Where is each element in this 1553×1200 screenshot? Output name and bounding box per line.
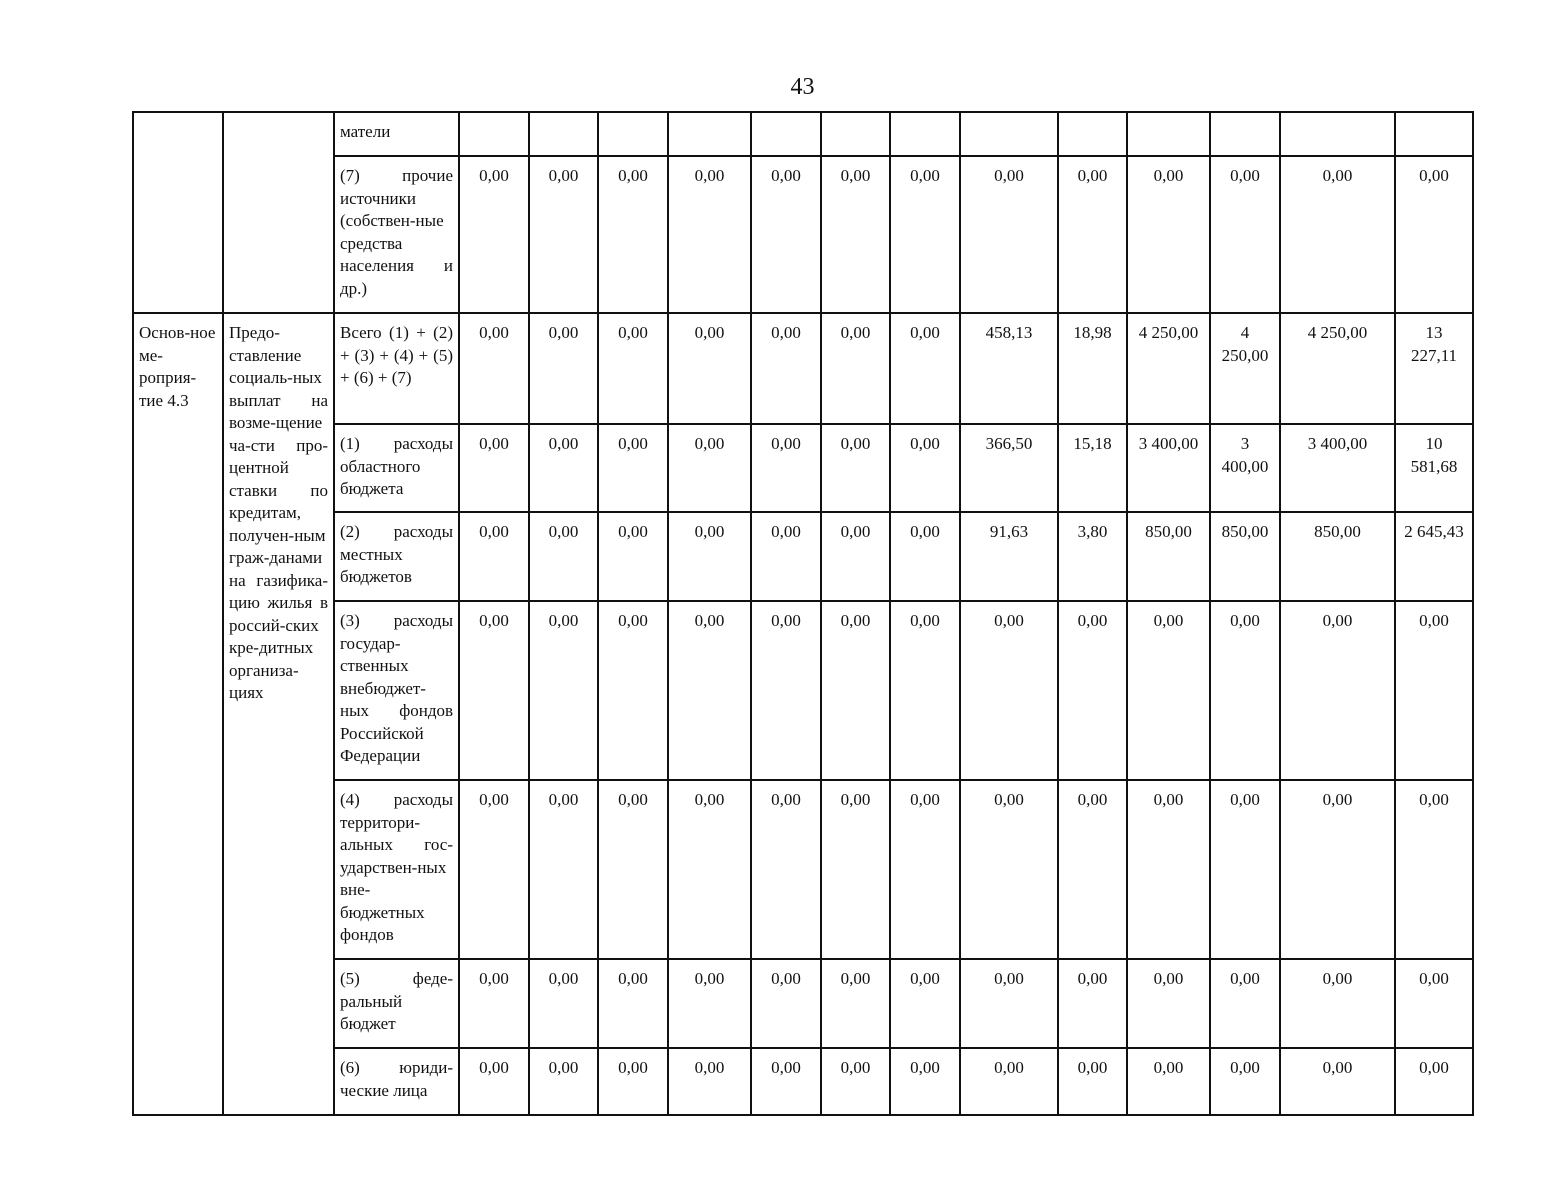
value-cell: 0,00 bbox=[598, 601, 668, 780]
value-cell bbox=[751, 112, 821, 156]
value-cell: 0,00 bbox=[529, 512, 598, 601]
value-cell bbox=[890, 112, 960, 156]
value-cell: 18,98 bbox=[1058, 313, 1127, 424]
value-cell: 0,00 bbox=[751, 313, 821, 424]
activity-cell: Основ-ное ме-роприя-тие 4.3 bbox=[133, 313, 223, 1115]
value-cell: 0,00 bbox=[598, 313, 668, 424]
value-cell: 0,00 bbox=[751, 601, 821, 780]
value-cell: 0,00 bbox=[821, 156, 890, 313]
value-cell: 0,00 bbox=[529, 601, 598, 780]
table-row bbox=[133, 601, 1473, 780]
value-cell: 0,00 bbox=[668, 1048, 751, 1115]
value-cell bbox=[459, 112, 529, 156]
value-cell: 0,00 bbox=[1058, 780, 1127, 959]
value-cell: 0,00 bbox=[1210, 156, 1280, 313]
value-cell: 0,00 bbox=[529, 424, 598, 512]
value-cell: 0,00 bbox=[1280, 959, 1395, 1048]
value-cell: 0,00 bbox=[751, 512, 821, 601]
value-cell: 0,00 bbox=[751, 1048, 821, 1115]
value-cell: 0,00 bbox=[1127, 1048, 1210, 1115]
value-cell bbox=[1058, 112, 1127, 156]
value-cell: 0,00 bbox=[1210, 780, 1280, 959]
value-cell: 0,00 bbox=[890, 959, 960, 1048]
value-cell: 0,00 bbox=[1058, 156, 1127, 313]
value-cell: 850,00 bbox=[1127, 512, 1210, 601]
value-cell: 0,00 bbox=[598, 1048, 668, 1115]
value-cell: 0,00 bbox=[1280, 156, 1395, 313]
description-cell bbox=[223, 112, 334, 313]
value-cell: 0,00 bbox=[890, 313, 960, 424]
source-cell: (7) прочие источники (собствен-ные средства населения и др.) bbox=[334, 156, 459, 313]
table-row bbox=[133, 512, 1473, 601]
value-cell: 0,00 bbox=[960, 780, 1058, 959]
value-cell: 0,00 bbox=[529, 1048, 598, 1115]
value-cell: 0,00 bbox=[598, 512, 668, 601]
budget-table bbox=[132, 111, 1474, 1116]
value-cell: 0,00 bbox=[459, 1048, 529, 1115]
value-cell: 0,00 bbox=[459, 601, 529, 780]
value-cell: 0,00 bbox=[821, 1048, 890, 1115]
value-cell: 0,00 bbox=[1127, 780, 1210, 959]
source-cell: (6) юриди-ческие лица bbox=[334, 1048, 459, 1115]
value-cell: 458,13 bbox=[960, 313, 1058, 424]
value-cell: 3 400,00 bbox=[1210, 424, 1280, 512]
value-cell: 0,00 bbox=[751, 959, 821, 1048]
value-cell: 0,00 bbox=[1058, 1048, 1127, 1115]
value-cell: 0,00 bbox=[529, 780, 598, 959]
value-cell: 0,00 bbox=[1395, 601, 1473, 780]
table-row bbox=[133, 156, 1473, 313]
value-cell bbox=[960, 112, 1058, 156]
value-cell: 0,00 bbox=[1280, 1048, 1395, 1115]
value-cell: 0,00 bbox=[1210, 1048, 1280, 1115]
value-cell: 91,63 bbox=[960, 512, 1058, 601]
value-cell: 0,00 bbox=[821, 512, 890, 601]
table-row bbox=[133, 959, 1473, 1048]
table-row bbox=[133, 313, 1473, 424]
source-cell: (2) расходы местных бюджетов bbox=[334, 512, 459, 601]
value-cell: 3 400,00 bbox=[1280, 424, 1395, 512]
value-cell: 0,00 bbox=[598, 156, 668, 313]
value-cell: 0,00 bbox=[1127, 156, 1210, 313]
value-cell: 0,00 bbox=[1395, 156, 1473, 313]
value-cell: 0,00 bbox=[459, 424, 529, 512]
value-cell: 0,00 bbox=[1058, 959, 1127, 1048]
value-cell bbox=[821, 112, 890, 156]
table-row bbox=[133, 112, 1473, 156]
value-cell: 0,00 bbox=[1127, 959, 1210, 1048]
value-cell: 0,00 bbox=[821, 313, 890, 424]
value-cell: 0,00 bbox=[1127, 601, 1210, 780]
value-cell: 0,00 bbox=[668, 601, 751, 780]
table-row bbox=[133, 1048, 1473, 1115]
value-cell: 0,00 bbox=[668, 959, 751, 1048]
value-cell: 10 581,68 bbox=[1395, 424, 1473, 512]
value-cell: 0,00 bbox=[960, 959, 1058, 1048]
value-cell: 366,50 bbox=[960, 424, 1058, 512]
value-cell: 0,00 bbox=[1280, 601, 1395, 780]
value-cell: 0,00 bbox=[668, 156, 751, 313]
value-cell: 0,00 bbox=[890, 601, 960, 780]
value-cell: 0,00 bbox=[960, 601, 1058, 780]
value-cell: 0,00 bbox=[598, 780, 668, 959]
source-cell: матели bbox=[334, 112, 459, 156]
value-cell: 0,00 bbox=[459, 959, 529, 1048]
value-cell: 0,00 bbox=[529, 959, 598, 1048]
value-cell: 0,00 bbox=[668, 512, 751, 601]
value-cell: 850,00 bbox=[1280, 512, 1395, 601]
value-cell: 0,00 bbox=[960, 156, 1058, 313]
value-cell: 0,00 bbox=[821, 601, 890, 780]
source-cell: (3) расходы государ-ственных внебюджет-ных фондов Российской Федерации bbox=[334, 601, 459, 780]
value-cell bbox=[1127, 112, 1210, 156]
source-cell: (1) расходы областного бюджета bbox=[334, 424, 459, 512]
value-cell: 0,00 bbox=[1395, 780, 1473, 959]
value-cell: 0,00 bbox=[751, 780, 821, 959]
value-cell: 4 250,00 bbox=[1127, 313, 1210, 424]
value-cell: 3 400,00 bbox=[1127, 424, 1210, 512]
value-cell: 850,00 bbox=[1210, 512, 1280, 601]
table-row bbox=[133, 780, 1473, 959]
description-cell: Предо-ставление социаль-ных выплат на возме-щение ча-сти про-центной ставки по кредитам, получен-ным граж-данами на газифика-цию жилья в россий-ских кре-дитных организа-циях bbox=[223, 313, 334, 1115]
value-cell: 0,00 bbox=[1280, 780, 1395, 959]
value-cell: 0,00 bbox=[1210, 601, 1280, 780]
value-cell: 0,00 bbox=[1058, 601, 1127, 780]
value-cell: 0,00 bbox=[890, 424, 960, 512]
value-cell bbox=[1395, 112, 1473, 156]
value-cell: 0,00 bbox=[668, 313, 751, 424]
value-cell: 0,00 bbox=[890, 512, 960, 601]
value-cell: 15,18 bbox=[1058, 424, 1127, 512]
table-row bbox=[133, 424, 1473, 512]
value-cell: 4 250,00 bbox=[1210, 313, 1280, 424]
value-cell bbox=[598, 112, 668, 156]
value-cell: 0,00 bbox=[821, 424, 890, 512]
value-cell: 0,00 bbox=[1395, 1048, 1473, 1115]
value-cell bbox=[1210, 112, 1280, 156]
value-cell: 0,00 bbox=[598, 959, 668, 1048]
value-cell: 0,00 bbox=[459, 156, 529, 313]
value-cell: 0,00 bbox=[598, 424, 668, 512]
value-cell: 0,00 bbox=[668, 780, 751, 959]
value-cell: 0,00 bbox=[890, 156, 960, 313]
value-cell: 4 250,00 bbox=[1280, 313, 1395, 424]
value-cell: 0,00 bbox=[751, 424, 821, 512]
page-number: 43 bbox=[790, 74, 815, 100]
source-cell: Всего (1) + (2) + (3) + (4) + (5) + (6) + (7) bbox=[334, 313, 459, 424]
value-cell: 0,00 bbox=[890, 1048, 960, 1115]
value-cell: 0,00 bbox=[529, 313, 598, 424]
value-cell: 0,00 bbox=[668, 424, 751, 512]
value-cell bbox=[529, 112, 598, 156]
value-cell bbox=[668, 112, 751, 156]
value-cell: 2 645,43 bbox=[1395, 512, 1473, 601]
value-cell: 0,00 bbox=[960, 1048, 1058, 1115]
value-cell: 0,00 bbox=[1210, 959, 1280, 1048]
value-cell: 0,00 bbox=[459, 313, 529, 424]
value-cell: 0,00 bbox=[459, 512, 529, 601]
value-cell: 0,00 bbox=[1395, 959, 1473, 1048]
value-cell: 0,00 bbox=[890, 780, 960, 959]
value-cell: 0,00 bbox=[529, 156, 598, 313]
value-cell: 0,00 bbox=[751, 156, 821, 313]
value-cell: 13 227,11 bbox=[1395, 313, 1473, 424]
value-cell: 0,00 bbox=[821, 780, 890, 959]
activity-cell bbox=[133, 112, 223, 313]
value-cell: 0,00 bbox=[821, 959, 890, 1048]
source-cell: (4) расходы территори-альных гос-ударствен-ных вне-бюджетных фондов bbox=[334, 780, 459, 959]
value-cell bbox=[1280, 112, 1395, 156]
source-cell: (5) феде-ральный бюджет bbox=[334, 959, 459, 1048]
value-cell: 0,00 bbox=[459, 780, 529, 959]
value-cell: 3,80 bbox=[1058, 512, 1127, 601]
